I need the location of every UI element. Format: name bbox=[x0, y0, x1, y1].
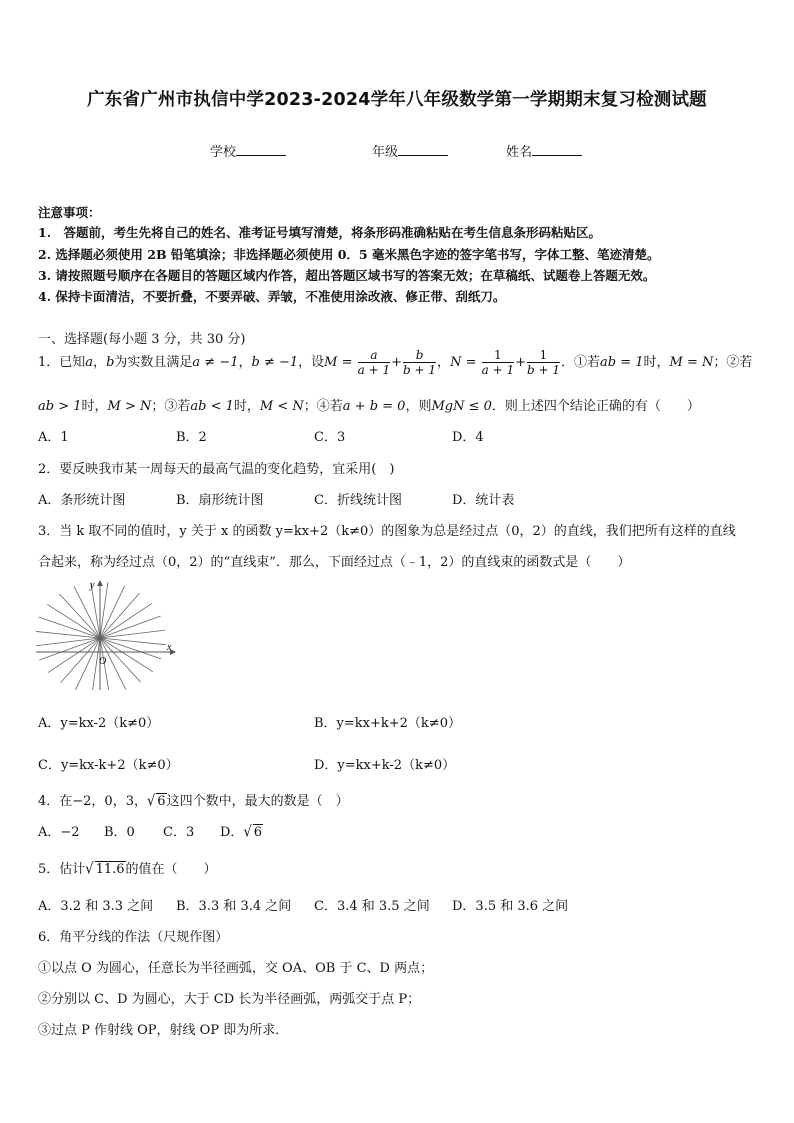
q5-option-c[interactable]: C．3.4 和 3.5 之间 bbox=[314, 899, 430, 914]
conclusion: M > N bbox=[107, 399, 152, 414]
condition-a: a ≠ −1 bbox=[192, 355, 239, 370]
q4-option-d[interactable] bbox=[220, 821, 263, 840]
conclusion: M < N bbox=[259, 399, 304, 414]
q1-option-a[interactable]: A．1 bbox=[38, 430, 69, 445]
q4-option-a[interactable]: A．−2 bbox=[38, 825, 80, 840]
school-field[interactable] bbox=[210, 141, 286, 160]
school-label: 学校 bbox=[210, 145, 237, 160]
name-field[interactable] bbox=[506, 141, 582, 160]
sqrt-value: 11.6 bbox=[95, 862, 125, 877]
question-5-stem bbox=[38, 858, 217, 877]
q3-option-d[interactable]: D．y=kx+k-2（k≠0） bbox=[314, 758, 456, 773]
q1-text: 时， bbox=[233, 399, 260, 414]
q3-option-a[interactable]: A．y=kx-2（k≠0） bbox=[38, 716, 160, 731]
q1-option-b[interactable]: B．2 bbox=[176, 430, 207, 445]
q1-text: 为实数且满足 bbox=[114, 355, 193, 370]
exam-title: 广东省广州市执信中学2023-2024学年八年级数学第一学期期末复习检测试题 bbox=[87, 90, 707, 110]
q1-text: ， bbox=[93, 355, 107, 370]
y-axis-label: y bbox=[90, 580, 95, 591]
q1-text: ．则上述四个结论正确的有（ ） bbox=[491, 399, 700, 414]
name-label: 姓名 bbox=[506, 145, 533, 160]
q1-option-c[interactable]: C．3 bbox=[314, 430, 346, 445]
q2-option-a[interactable]: A．条形统计图 bbox=[38, 493, 126, 508]
q2-option-d[interactable]: D．统计表 bbox=[452, 493, 515, 508]
q2-option-c[interactable]: C．折线统计图 bbox=[314, 493, 402, 508]
sqrt-value: 6 bbox=[157, 794, 166, 809]
q1-text: ，设 bbox=[298, 355, 325, 370]
fraction-numerator: 1 bbox=[482, 349, 514, 363]
question-4-stem bbox=[38, 790, 349, 809]
var-b: b bbox=[106, 355, 115, 370]
note-item: 3. 请按照题号顺序在各题目的答题区域内作答，超出答题区域书写的答案无效；在草稿纸、试题卷上答题无效。 bbox=[38, 268, 656, 283]
fraction-denominator: a + 1 bbox=[481, 363, 515, 377]
conclusion: MgN ≤ 0 bbox=[431, 399, 492, 414]
q5-text: 5．估计 bbox=[38, 862, 86, 877]
q4-text: 4．在−2，0，3， bbox=[38, 794, 147, 809]
q5-option-a[interactable]: A．3.2 和 3.3 之间 bbox=[38, 899, 154, 914]
q5-option-b[interactable]: B．3.3 和 3.4 之间 bbox=[176, 899, 292, 914]
q1-text: ， bbox=[238, 355, 252, 370]
var-a: a bbox=[85, 355, 94, 370]
q4-option-b[interactable]: B．0 bbox=[104, 825, 135, 840]
fraction-numerator: 1 bbox=[527, 349, 560, 363]
note-item: 4. 保持卡面清洁，不要折叠，不要弄破、弄皱，不准使用涂改液、修正带、刮纸刀。 bbox=[38, 289, 506, 304]
fraction-denominator: a + 1 bbox=[357, 363, 391, 377]
question-6-step-2: ②分别以 C、D 为圆心，大于 CD 长为半径画弧，两弧交于点 P； bbox=[38, 992, 421, 1007]
q1-text: 时， bbox=[643, 355, 670, 370]
question-6-stem: 6．角平分线的作法（尺规作图） bbox=[38, 930, 229, 945]
notes-heading: 注意事项： bbox=[38, 205, 101, 220]
fraction-numerator: a bbox=[358, 349, 390, 363]
question-6-step-1: ①以点 O 为圆心，任意长为半径画弧，交 OA、OB 于 C、D 两点； bbox=[38, 961, 434, 976]
line-bundle bbox=[36, 582, 166, 690]
plus-sign: + bbox=[515, 355, 526, 370]
fraction-denominator: b + 1 bbox=[403, 363, 437, 377]
question-2-stem: 2．要反映我市某一周每天的最高气温的变化趋势，宜采用( ) bbox=[38, 462, 395, 477]
question-1-line-1 bbox=[38, 349, 752, 376]
q2-option-b[interactable]: B．扇形统计图 bbox=[176, 493, 264, 508]
sqrt-sign: √ bbox=[146, 792, 156, 811]
grade-label: 年级 bbox=[372, 145, 399, 160]
section-heading: 一、选择题(每小题 3 分，共 30 分) bbox=[38, 332, 246, 347]
conclusion: M = N bbox=[669, 355, 714, 370]
q1-text: ， bbox=[437, 355, 451, 370]
condition: ab < 1 bbox=[190, 399, 234, 414]
x-axis-label: x bbox=[167, 642, 172, 653]
sqrt-value: 6 bbox=[253, 825, 263, 840]
def-M: M = bbox=[324, 355, 353, 370]
fraction-denominator: b + 1 bbox=[527, 363, 560, 377]
condition-b: b ≠ −1 bbox=[251, 355, 299, 370]
fraction bbox=[482, 349, 514, 376]
fraction bbox=[358, 349, 390, 376]
fraction-numerator: b bbox=[403, 349, 436, 363]
note-item: 1. 答题前，考生先将自己的姓名、准考证号填写清楚，将条形码准确粘贴在考生信息条形码粘贴区。 bbox=[38, 225, 602, 240]
condition: a + b = 0 bbox=[342, 399, 406, 414]
q3-option-b[interactable]: B．y=kx+k+2（k≠0） bbox=[314, 716, 461, 731]
grade-blank[interactable] bbox=[398, 144, 448, 156]
q4-option-d-label: D． bbox=[220, 825, 244, 840]
q1-text: ；②若 bbox=[713, 355, 753, 370]
fraction bbox=[527, 349, 560, 376]
school-blank[interactable] bbox=[236, 144, 286, 156]
question-1-line-2 bbox=[38, 395, 700, 414]
q1-option-d[interactable]: D．4 bbox=[452, 430, 484, 445]
question-3-line-1: 3．当 k 取不同的值时，y 关于 x 的函数 y=kx+2（k≠0）的图象为总是经过点（0，2）的直线，我们把所有这样的直线 bbox=[38, 524, 736, 539]
q1-text: ；③若 bbox=[151, 399, 191, 414]
q1-text: ，则 bbox=[405, 399, 432, 414]
q4-option-c[interactable]: C．3 bbox=[163, 825, 195, 840]
q4-text: 这四个数中，最大的数是（ ） bbox=[166, 794, 349, 809]
condition: ab = 1 bbox=[600, 355, 644, 370]
sqrt-sign: √ bbox=[243, 823, 252, 842]
q1-text: 时， bbox=[81, 399, 108, 414]
q1-text: 1．已知 bbox=[38, 355, 86, 370]
line-bundle-figure bbox=[36, 578, 176, 690]
question-6-step-3: ③过点 P 作射线 OP，射线 OP 即为所求． bbox=[38, 1023, 289, 1038]
sqrt-sign: √ bbox=[85, 860, 94, 879]
q5-text: 的值在（ ） bbox=[125, 862, 217, 877]
q1-text: ；④若 bbox=[303, 399, 343, 414]
q1-text: ．①若 bbox=[561, 355, 601, 370]
origin-label: O bbox=[99, 656, 107, 667]
name-blank[interactable] bbox=[532, 144, 582, 156]
question-3-line-2: 合起来，称为经过点（0，2）的“直线束”．那么，下面经过点（﹣1，2）的直线束的函数式是（ ） bbox=[38, 555, 631, 570]
def-N: N = bbox=[450, 355, 477, 370]
fraction bbox=[403, 349, 436, 376]
note-item: 2. 选择题必须使用 2B 铅笔填涂；非选择题必须使用 0．5 毫米黑色字迹的签字笔书写，字体工整、笔迹清楚。 bbox=[38, 247, 660, 262]
plus-sign: + bbox=[391, 355, 403, 370]
q3-option-c[interactable]: C．y=kx-k+2（k≠0） bbox=[38, 758, 179, 773]
grade-field[interactable] bbox=[372, 141, 448, 160]
q5-option-d[interactable]: D．3.5 和 3.6 之间 bbox=[452, 899, 569, 914]
y-axis-arrow bbox=[97, 580, 103, 586]
condition: ab > 1 bbox=[38, 399, 82, 414]
